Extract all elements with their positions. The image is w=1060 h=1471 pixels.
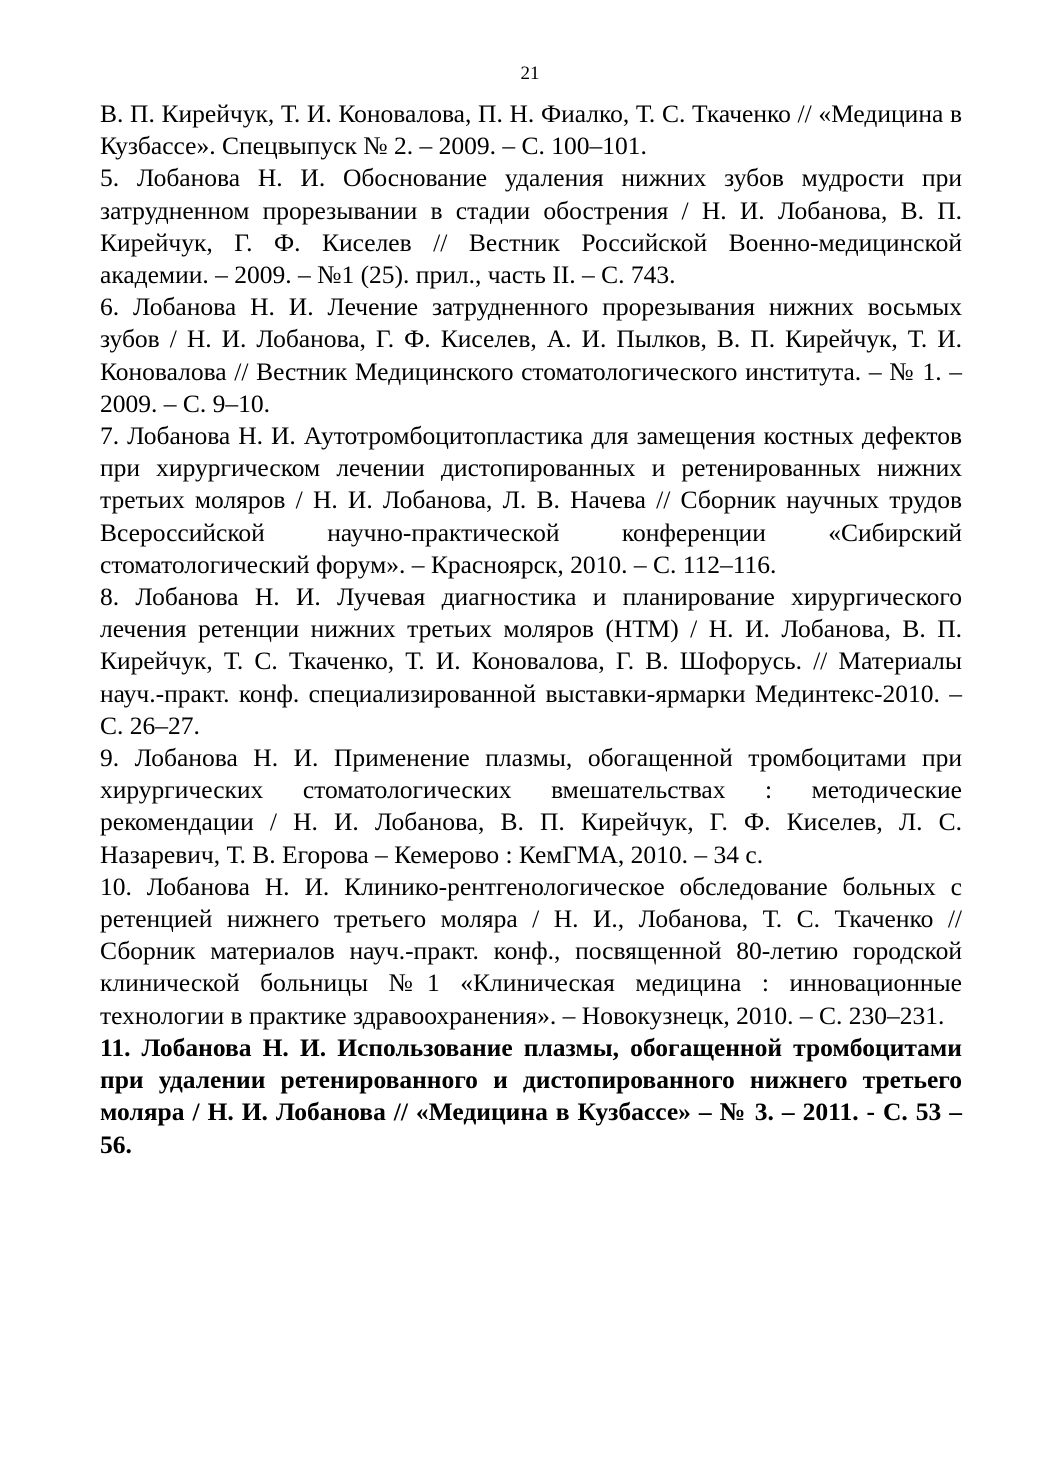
reference-item-7: 7. Лобанова Н. И. Аутотромбоцитопластика для замещения костных дефектов при хирургическом лечении дистопированных и ретенированных нижних третьих моляров / Н. И. Лобанова, Л. В. Начева // Сборник научных трудов Всероссийской научно-практической конференции «Сибирский стоматологический форум». – Красноярск, 2010. – С. 112–116.	[100, 421, 962, 579]
reference-item-11: 11. Лобанова Н. И. Использование плазмы, обогащенной тромбоцитами при удалении ретенированного и дистопированного нижнего третьего моляра / Н. И. Лобанова // «Медицина в Кузбассе» – № 3. – 2011. - С. 53 –56.	[100, 1032, 962, 1159]
reference-item-8: 8. Лобанова Н. И. Лучевая диагностика и планирование хирургического лечения ретенции нижних третьих моляров (НТМ) / Н. И. Лобанова, В. П. Кирейчук, Т. С. Ткаченко, Т. И. Коновалова, Г. В. Шофорусь. // Материалы науч.-практ. конф. специализированной выставки-ярмарки Мединтекс-2010. – С. 26–27.	[100, 582, 962, 740]
reference-list	[100, 98, 962, 1161]
reference-item-6: 6. Лобанова Н. И. Лечение затрудненного прорезывания нижних восьмых зубов / Н. И. Лобанова, Г. Ф. Киселев, А. И. Пылков, В. П. Кирейчук, Т. И. Коновалова // Вестник Медицинского стоматологического института. – № 1. – 2009. – С. 9–10.	[100, 292, 962, 418]
reference-item-continued: В. П. Кирейчук, Т. И. Коновалова, П. Н. Фиалко, Т. С. Ткаченко // «Медицина в Кузбассе». Спецвыпуск № 2. – 2009. – С. 100–101.	[100, 99, 962, 161]
reference-item-9: 9. Лобанова Н. И. Применение плазмы, обогащенной тромбоцитами при хирургических стоматологических вмешательствах : методические рекомендации / Н. И. Лобанова, В. П. Кирейчук, Г. Ф. Киселев, Л. С. Назаревич, Т. В. Егорова – Кемерово : КемГМА, 2010. – 34 с.	[100, 743, 962, 869]
reference-item-5: 5. Лобанова Н. И. Обоснование удаления нижних зубов мудрости при затрудненном прорезывании в стадии обострения / Н. И. Лобанова, В. П. Кирейчук, Г. Ф. Киселев // Вестник Российской Военно-медицинской академии. – 2009. – №1 (25). прил., часть II. – С. 743.	[100, 163, 962, 290]
page-number: 21	[520, 63, 540, 84]
reference-item-10: 10. Лобанова Н. И. Клинико-рентгенологическое обследование больных с ретенцией нижнего третьего моляра / Н. И., Лобанова, Т. С. Ткаченко // Сборник материалов науч.-практ. конф., посвященной 80-летию городской клинической больницы №1 «Клиническая медицина : инновационные технологии в практике здравоохранения». – Новокузнецк, 2010. – С. 230–231.	[100, 871, 962, 1030]
